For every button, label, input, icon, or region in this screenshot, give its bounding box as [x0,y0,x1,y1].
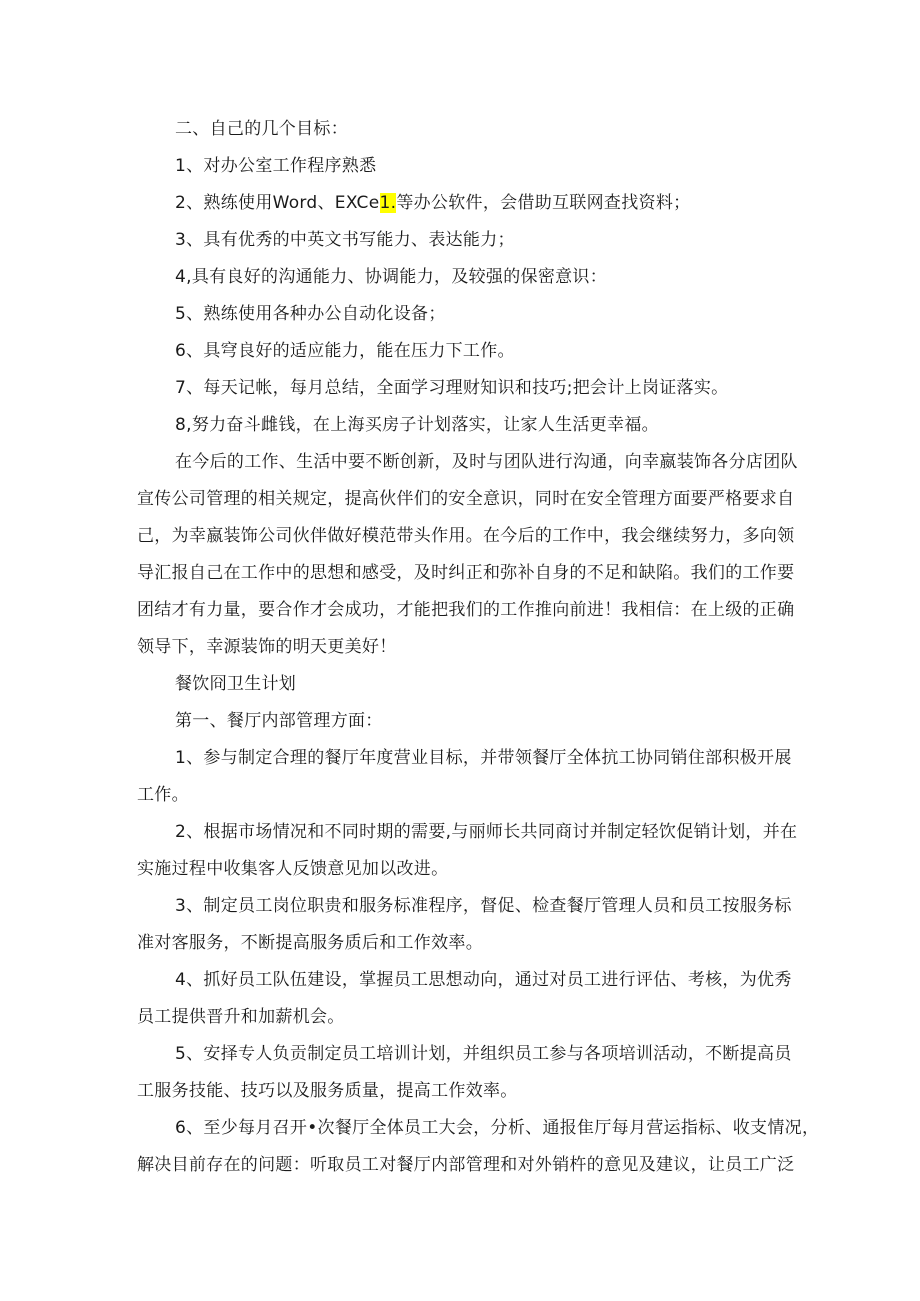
goal-item-2-post: 等办公软件，会借助互联网查找资料； [396,193,691,213]
goal-item-7: 7、每天记帐，每月总结，全面学习理财知识和技巧;把会计上岗证落实。 [175,378,729,398]
goal-item-8: 8,努力奋斗雌钱，在上海买房子计划落实，让家人生活更幸福。 [175,415,659,435]
closing-line: 导汇报自己在工作中的思想和感受，及时纠正和弥补自身的不足和缺陷。我们的工作要 [137,563,795,583]
plan-item-1: 1、参与制定合理的餐厅年度营业目标，并带领餐厅全体抗工协同销住部积极开展 [175,748,792,768]
goal-item-2 [175,192,690,214]
plan-item-5: 5、安择专人负贡制定员工培训计划，并组织员工参与各项培训活动，不断提高员 [175,1044,792,1064]
goal-item-2-pre: 2、熟练使用Word、EXCe [175,193,380,213]
plan-item-5-cont: 工服务技能、技巧以及服务质量，提高工作效率。 [137,1081,518,1101]
goal-item-3: 3、具有优秀的中英文书写能力、表达能力； [175,230,515,250]
closing-line: 团结才有力量，要合作才会成功，才能把我们的工作推向前进！我相信：在上级的正确 [137,600,795,620]
goal-item-4: 4,具有良好的沟通能力、协调能力，及较强的保密意识： [175,267,608,287]
plan-item-1-cont: 工作。 [137,785,189,805]
plan-item-4: 4、抓好员工队伍建设，掌握员工思想动向，通过对员工进行评估、考核，为优秀 [175,970,792,990]
plan-item-2: 2、根据市场情况和不同时期的需要,与丽师长共同商讨并制定轻饮促销计划，并在 [175,822,798,842]
plan-title: 餐饮冏卫生计划 [175,674,297,694]
plan-item-4-cont: 员工提供晋升和加薪机会。 [137,1007,345,1027]
plan-section-heading: 第一、餐厅内部管理方面： [175,711,383,731]
closing-line: 领导下，幸源装饰的明天更美好！ [137,637,397,657]
goal-item-5: 5、熟练使用各种办公自动化设备； [175,304,446,324]
plan-item-3: 3、制定员工岗位职贵和服务标准程序，督促、检查餐厅管理人员和员工按服务标 [175,896,792,916]
goal-item-6: 6、具穹良好的适应能力，能在压力下工作。 [175,341,515,361]
goal-item-1: 1、对办公室工作程序熟悉 [175,156,377,176]
goals-heading: 二、自己的几个目标： [175,119,348,139]
plan-item-6: 6、至少每月召开•次餐厅全体员工大会，分析、通报隹厅每月营运指标、收支情况， [175,1118,820,1138]
plan-item-2-cont: 实施过程中收集客人反馈意见加以改进。 [137,859,449,879]
closing-line: 己，为幸嬴装饰公司伙伴做好模范带头作用。在今后的工作中，我会继续努力，多向领 [137,526,795,546]
closing-line: 宣传公司管理的相关规定，提高伙伴们的安全意识，同时在安全管理方面要严格要求自 [137,489,795,509]
plan-item-6-cont: 解决目前存在的问题：听取员工对餐厅内部管理和对外销杵的意见及建议，让员工广泛 [137,1155,795,1175]
plan-item-3-cont: 准对客服务，不断提高服务质后和工作效率。 [137,933,483,953]
highlighted-text: 1. [379,193,397,213]
closing-line: 在今后的工作、生活中要不断创新，及时与团队进行沟通，向幸嬴装饰各分店团队 [175,452,798,472]
